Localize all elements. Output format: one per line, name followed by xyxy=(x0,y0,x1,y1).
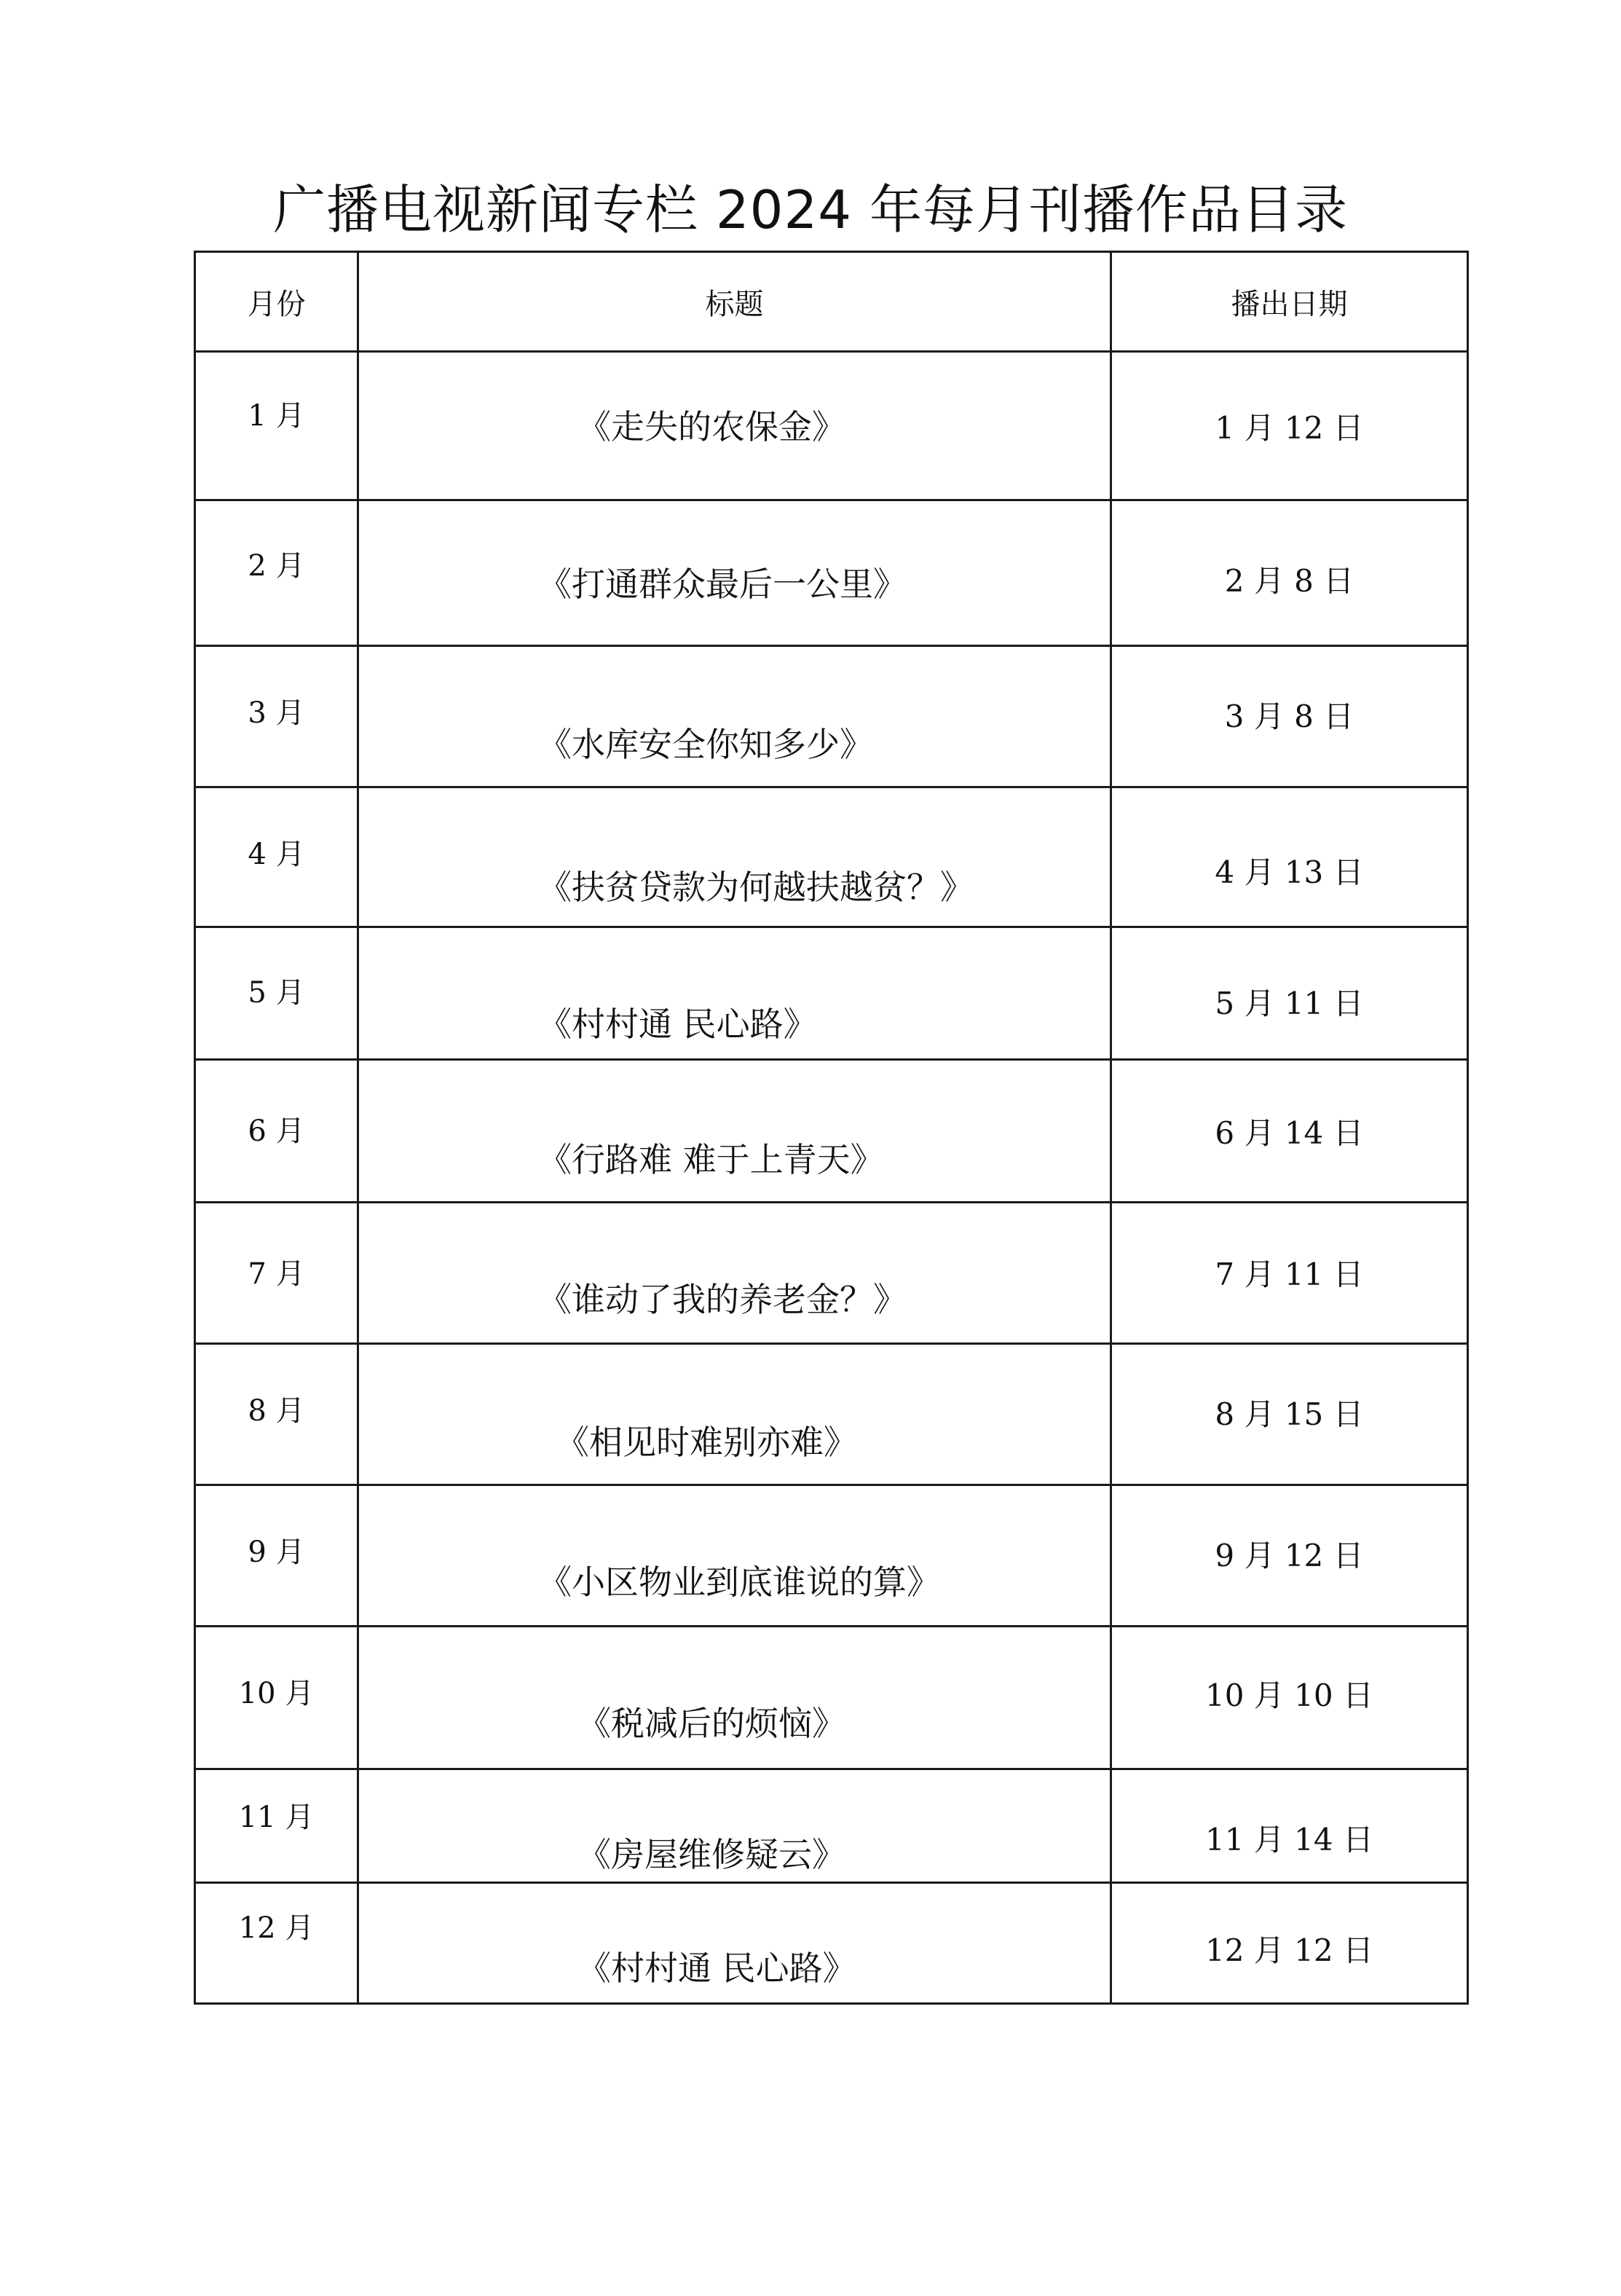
broadcast-schedule-table xyxy=(194,251,1469,2005)
month-label: 4 月 xyxy=(248,838,305,871)
date-cell xyxy=(1111,1203,1468,1344)
work-title: 《房屋维修疑云》 xyxy=(577,1835,845,1874)
title-cell xyxy=(358,352,1111,500)
table-row xyxy=(195,927,1468,1060)
page-title: 广播电视新闻专栏 2024 年每月刊播作品目录 xyxy=(272,179,1348,240)
work-title: 《谁动了我的养老金？》 xyxy=(538,1280,907,1319)
month-label: 3 月 xyxy=(248,696,305,730)
work-title: 《村村通 民心路》 xyxy=(538,1004,817,1044)
month-cell xyxy=(195,927,358,1060)
broadcast-date: 3 月 8 日 xyxy=(1224,699,1354,734)
table-row xyxy=(195,646,1468,787)
title-cell xyxy=(358,1883,1111,2004)
date-cell xyxy=(1111,1883,1468,2004)
month-label: 8 月 xyxy=(248,1394,305,1428)
month-label: 12 月 xyxy=(238,1911,315,1945)
month-cell xyxy=(195,1627,358,1769)
date-cell xyxy=(1111,1627,1468,1769)
table-row xyxy=(195,1344,1468,1485)
date-cell xyxy=(1111,352,1468,500)
date-cell xyxy=(1111,927,1468,1060)
date-cell xyxy=(1111,500,1468,646)
date-cell xyxy=(1111,1344,1468,1485)
work-title: 《打通群众最后一公里》 xyxy=(538,565,907,604)
title-cell xyxy=(358,500,1111,646)
title-cell xyxy=(358,1627,1111,1769)
broadcast-date: 4 月 13 日 xyxy=(1215,854,1364,890)
month-cell xyxy=(195,352,358,500)
work-title: 《扶贫贷款为何越扶越贫？》 xyxy=(538,868,974,907)
month-cell xyxy=(195,1203,358,1344)
table-row xyxy=(195,1883,1468,2004)
broadcast-date: 10 月 10 日 xyxy=(1205,1678,1373,1713)
month-label: 9 月 xyxy=(248,1536,305,1569)
table-body xyxy=(195,352,1468,2004)
month-label: 11 月 xyxy=(238,1801,315,1834)
month-label: 5 月 xyxy=(248,976,305,1010)
broadcast-date: 2 月 8 日 xyxy=(1224,563,1354,599)
header-date: 播出日期 xyxy=(1111,252,1468,352)
broadcast-date: 1 月 12 日 xyxy=(1215,410,1364,446)
month-label: 6 月 xyxy=(248,1114,305,1148)
header-month: 月份 xyxy=(195,252,358,352)
table-header-row xyxy=(195,252,1468,352)
work-title: 《行路难 难于上青天》 xyxy=(538,1140,884,1179)
month-label: 10 月 xyxy=(238,1677,315,1710)
broadcast-date: 9 月 12 日 xyxy=(1215,1538,1364,1573)
title-cell xyxy=(358,1060,1111,1203)
broadcast-date: 12 月 12 日 xyxy=(1205,1933,1373,1968)
date-cell xyxy=(1111,787,1468,927)
month-cell xyxy=(195,1883,358,2004)
header-title: 标题 xyxy=(358,252,1111,352)
work-title: 《税减后的烦恼》 xyxy=(577,1704,845,1743)
month-label: 7 月 xyxy=(248,1257,305,1291)
table-row xyxy=(195,1203,1468,1344)
table-row xyxy=(195,1627,1468,1769)
table-row xyxy=(195,352,1468,500)
title-cell xyxy=(358,1344,1111,1485)
broadcast-date: 5 月 11 日 xyxy=(1215,986,1364,1021)
table-row xyxy=(195,1769,1468,1883)
title-cell xyxy=(358,787,1111,927)
title-cell xyxy=(358,1203,1111,1344)
table-row xyxy=(195,1485,1468,1627)
date-cell xyxy=(1111,1769,1468,1883)
table-row xyxy=(195,787,1468,927)
work-title: 《相见时难别亦难》 xyxy=(556,1423,857,1462)
month-cell xyxy=(195,1769,358,1883)
date-cell xyxy=(1111,1485,1468,1627)
broadcast-date: 7 月 11 日 xyxy=(1215,1257,1364,1292)
table-row xyxy=(195,500,1468,646)
work-title: 《走失的农保金》 xyxy=(577,407,845,447)
month-cell xyxy=(195,500,358,646)
date-cell xyxy=(1111,1060,1468,1203)
month-cell xyxy=(195,1344,358,1485)
title-cell xyxy=(358,646,1111,787)
work-title: 《小区物业到底谁说的算》 xyxy=(538,1562,940,1602)
broadcast-date: 8 月 15 日 xyxy=(1215,1396,1364,1432)
title-cell xyxy=(358,1485,1111,1627)
work-title: 《村村通 民心路》 xyxy=(577,1949,856,1988)
date-cell xyxy=(1111,646,1468,787)
month-cell xyxy=(195,1060,358,1203)
month-label: 1 月 xyxy=(248,399,305,433)
month-cell xyxy=(195,1485,358,1627)
table-row xyxy=(195,1060,1468,1203)
title-cell xyxy=(358,927,1111,1060)
title-cell xyxy=(358,1769,1111,1883)
broadcast-date: 6 月 14 日 xyxy=(1215,1115,1364,1151)
month-label: 2 月 xyxy=(248,549,305,583)
work-title: 《水库安全你知多少》 xyxy=(538,725,873,764)
month-cell xyxy=(195,787,358,927)
month-cell xyxy=(195,646,358,787)
broadcast-date: 11 月 14 日 xyxy=(1205,1822,1373,1857)
